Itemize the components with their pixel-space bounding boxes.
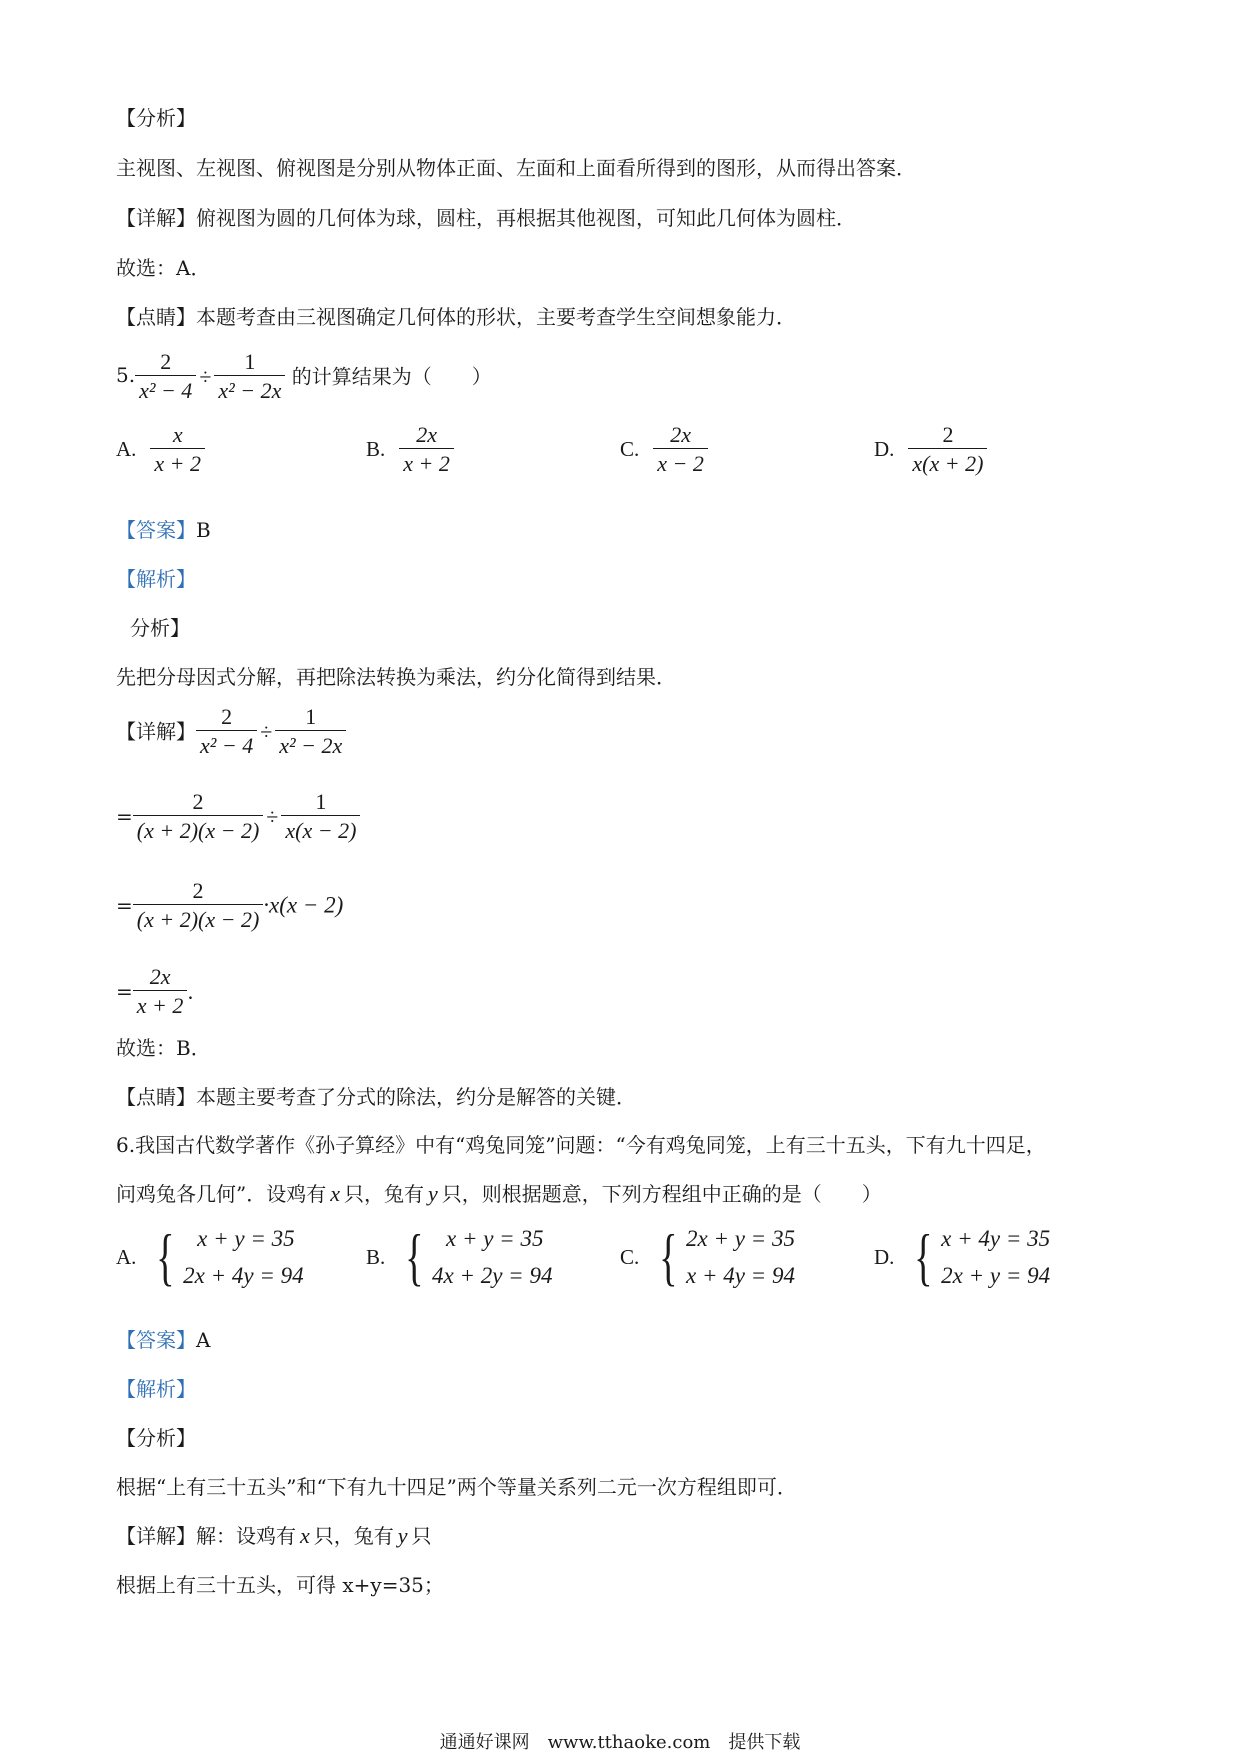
q5-fenxi: 分析】 (130, 616, 190, 640)
q6-option-d: D. { x + 4y = 35 2x + y = 94 (874, 1221, 1051, 1292)
q5-step-3: = $\frac{2}{(x + 2)(x - 2)}$ ·x(x − 2) (116, 878, 344, 932)
q5-fraction-1: $\frac{2}{\text{x² − 4}}$ (135, 349, 196, 404)
q5-number: 5. (116, 363, 136, 387)
q6-stem-line-1: 6.我国古代数学著作《孙子算经》中有“鸡兔同笼”问题：“今有鸡兔同笼，上有三十五头，下有九十四足， (116, 1133, 1046, 1157)
q6-option-c: C. { 2x + y = 35 x + 4y = 94 (620, 1221, 795, 1292)
divide-sign: ÷ (199, 363, 212, 389)
q6-xiangjie: 【详解】解：设鸡有 x 只，兔有 y 只 (116, 1523, 432, 1548)
fenxi-text: 主视图、左视图、俯视图是分别从物体正面、左面和上面看所得到的图形，从而得出答案． (116, 156, 916, 180)
q5-option-c: C. $\frac{2x}{x - 2}$ (620, 422, 708, 477)
q5-step-2: = $\frac{2}{(x + 2)(x - 2)}$ ÷ $\frac{1}{x(x - 2)}$ (116, 785, 360, 847)
xiangjie-text: 【详解】俯视图为圆的几何体为球，圆柱，再根据其他视图，可知此几何体为圆柱． (116, 206, 856, 230)
q5-fraction-2: $\frac{1}{\text{x² − 2x}}$ (214, 349, 285, 404)
q6-option-b: B. { x + y = 35 4x + 2y = 94 (366, 1221, 553, 1292)
section-fenxi: 【分析】 (116, 106, 196, 130)
q6-fenxi-text: 根据“上有三十五头”和“下有九十四足”两个等量关系列二元一次方程组即可． (116, 1475, 797, 1499)
dianjing-text: 【点睛】本题考查由三视图确定几何体的形状，主要考查学生空间想象能力． (116, 305, 796, 329)
q5-option-b: B. $\frac{2x}{x + 2}$ (366, 422, 454, 477)
q5-fenxi-text: 先把分母因式分解，再把除法转换为乘法，约分化简得到结果． (116, 665, 676, 689)
q5-step-4: = $\frac{2x}{x + 2}$ ． (116, 964, 208, 1018)
q5-choose: 故选：B． (116, 1036, 211, 1060)
q5-stem (116, 345, 492, 407)
q5-stem-tail: 的计算结果为（ ） (291, 364, 492, 389)
q6-answer: 【答案】A (116, 1328, 211, 1352)
q5-option-a: A. $\frac{x}{x + 2}$ (116, 422, 205, 477)
q6-last-line: 根据上有三十五头，可得 x+y=35； (116, 1573, 444, 1597)
q6-jiexi: 【解析】 (116, 1377, 196, 1401)
q5-jiexi: 【解析】 (116, 567, 196, 591)
footer-source: 通通好课网 www.tthaoke.com 提供下载 (439, 1732, 801, 1753)
q5-option-d: D. $\frac{2}{x(x + 2)}$ (874, 422, 987, 477)
q5-answer: 【答案】B (116, 518, 211, 542)
choose-text: 故选：A． (116, 256, 211, 280)
q5-dianjing: 【点睛】本题主要考查了分式的除法，约分是解答的关键． (116, 1085, 636, 1109)
q6-stem-line-2: 问鸡兔各几何”．设鸡有 x 只，兔有 y 只，则根据题意，下列方程组中正确的是（ ） (116, 1181, 882, 1206)
q5-step-1: 【详解】 $\frac{2}{\text{x² − 4}}$ ÷ $\frac{1}{\text{x² − 2x}}$ (116, 700, 346, 762)
q6-option-a: A. { x + y = 35 2x + 4y = 94 (116, 1221, 304, 1292)
q6-fenxi: 【分析】 (116, 1426, 196, 1450)
